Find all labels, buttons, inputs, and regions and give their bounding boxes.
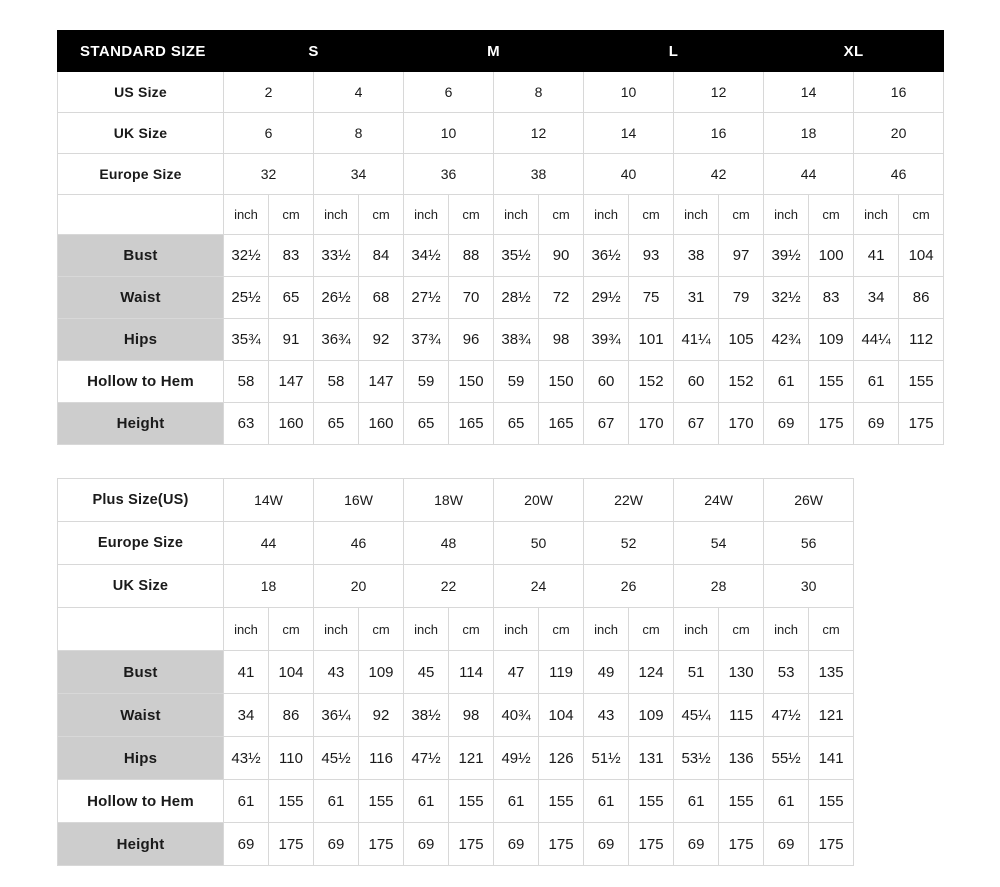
plus-size-table <box>57 478 854 866</box>
measure-cell: 69 <box>404 823 449 866</box>
measure-cell: 47½ <box>764 694 809 737</box>
measure-cell: 29½ <box>584 277 629 319</box>
us-size-value: 8 <box>494 72 584 113</box>
measure-cell: 47 <box>494 651 539 694</box>
europe-size-value: 54 <box>674 522 764 565</box>
measure-cell: 69 <box>764 823 809 866</box>
measure-cell: 105 <box>719 319 764 361</box>
units-row-label <box>58 608 224 651</box>
measure-cell: 32½ <box>764 277 809 319</box>
plus-units-row <box>58 608 854 651</box>
unit-cell: cm <box>269 608 314 651</box>
measure-cell: 43 <box>584 694 629 737</box>
measure-cell: 175 <box>809 403 854 445</box>
row-label-waist: Waist <box>58 277 224 319</box>
measure-cell: 58 <box>224 361 269 403</box>
unit-cell: cm <box>359 195 404 235</box>
measure-cell: 126 <box>539 737 584 780</box>
measure-cell: 61 <box>224 780 269 823</box>
measure-cell: 35¾ <box>224 319 269 361</box>
uk-size-value: 6 <box>224 113 314 154</box>
measure-cell: 69 <box>854 403 899 445</box>
measure-cell: 96 <box>449 319 494 361</box>
measure-cell: 63 <box>224 403 269 445</box>
measure-cell: 45½ <box>314 737 359 780</box>
measure-cell: 175 <box>449 823 494 866</box>
measure-cell: 112 <box>899 319 944 361</box>
measure-cell: 175 <box>719 823 764 866</box>
measure-cell: 31 <box>674 277 719 319</box>
measure-cell: 147 <box>269 361 314 403</box>
measure-cell: 160 <box>359 403 404 445</box>
unit-cell: inch <box>674 608 719 651</box>
table-row <box>58 565 854 608</box>
measure-cell: 155 <box>629 780 674 823</box>
measure-cell: 152 <box>629 361 674 403</box>
measure-cell: 175 <box>899 403 944 445</box>
row-label-height: Height <box>58 403 224 445</box>
measure-cell: 104 <box>539 694 584 737</box>
europe-size-value: 44 <box>224 522 314 565</box>
uk-size-value: 8 <box>314 113 404 154</box>
measure-cell: 53½ <box>674 737 719 780</box>
uk-size-value: 24 <box>494 565 584 608</box>
measure-cell: 86 <box>899 277 944 319</box>
row-label-hips: Hips <box>58 319 224 361</box>
measure-cell: 41 <box>224 651 269 694</box>
measure-cell: 37¾ <box>404 319 449 361</box>
europe-size-value: 42 <box>674 154 764 195</box>
row-label-uk-size: UK Size <box>58 565 224 608</box>
unit-cell: cm <box>629 608 674 651</box>
row-label-bust: Bust <box>58 235 224 277</box>
europe-size-value: 56 <box>764 522 854 565</box>
measure-cell: 69 <box>224 823 269 866</box>
measure-cell: 69 <box>314 823 359 866</box>
unit-cell: cm <box>539 608 584 651</box>
measure-cell: 79 <box>719 277 764 319</box>
unit-cell: cm <box>269 195 314 235</box>
us-size-value: 12 <box>674 72 764 113</box>
standard-band-title: STANDARD SIZE <box>58 31 224 72</box>
unit-cell: cm <box>449 195 494 235</box>
europe-size-value: 40 <box>584 154 674 195</box>
measure-cell: 93 <box>629 235 674 277</box>
measure-cell: 60 <box>584 361 629 403</box>
measure-cell: 36¾ <box>314 319 359 361</box>
measure-cell: 170 <box>719 403 764 445</box>
measure-cell: 43½ <box>224 737 269 780</box>
measure-cell: 61 <box>494 780 539 823</box>
plus-size-value: 14W <box>224 479 314 522</box>
unit-cell: inch <box>224 608 269 651</box>
measure-cell: 114 <box>449 651 494 694</box>
band-group-l: L <box>584 31 764 72</box>
measure-cell: 175 <box>809 823 854 866</box>
measure-cell: 58 <box>314 361 359 403</box>
measure-cell: 61 <box>674 780 719 823</box>
europe-size-value: 36 <box>404 154 494 195</box>
unit-cell: cm <box>809 608 854 651</box>
measure-cell: 155 <box>539 780 584 823</box>
measure-cell: 109 <box>359 651 404 694</box>
measure-cell: 175 <box>539 823 584 866</box>
measure-cell: 160 <box>269 403 314 445</box>
measure-cell: 155 <box>269 780 314 823</box>
measure-cell: 61 <box>764 780 809 823</box>
table-row <box>58 479 854 522</box>
measure-cell: 109 <box>809 319 854 361</box>
uk-size-value: 18 <box>224 565 314 608</box>
measure-cell: 130 <box>719 651 764 694</box>
europe-size-value: 38 <box>494 154 584 195</box>
table-row <box>58 694 854 737</box>
row-label-us-size: US Size <box>58 72 224 113</box>
europe-size-value: 32 <box>224 154 314 195</box>
measure-cell: 33½ <box>314 235 359 277</box>
unit-cell: inch <box>584 608 629 651</box>
measure-cell: 72 <box>539 277 584 319</box>
measure-cell: 135 <box>809 651 854 694</box>
unit-cell: inch <box>584 195 629 235</box>
row-label-hollow-to-hem: Hollow to Hem <box>58 780 224 823</box>
unit-cell: cm <box>539 195 584 235</box>
measure-cell: 67 <box>584 403 629 445</box>
measure-cell: 42¾ <box>764 319 809 361</box>
measure-cell: 119 <box>539 651 584 694</box>
uk-size-value: 16 <box>674 113 764 154</box>
measure-cell: 53 <box>764 651 809 694</box>
measure-cell: 67 <box>674 403 719 445</box>
europe-size-value: 46 <box>314 522 404 565</box>
measure-cell: 61 <box>854 361 899 403</box>
measure-cell: 104 <box>899 235 944 277</box>
measure-cell: 109 <box>629 694 674 737</box>
measure-cell: 61 <box>404 780 449 823</box>
measure-cell: 59 <box>404 361 449 403</box>
us-size-value: 6 <box>404 72 494 113</box>
measure-cell: 165 <box>449 403 494 445</box>
measure-cell: 170 <box>629 403 674 445</box>
unit-cell: inch <box>494 608 539 651</box>
units-row-label <box>58 195 224 235</box>
measure-cell: 104 <box>269 651 314 694</box>
measure-cell: 155 <box>899 361 944 403</box>
measure-cell: 150 <box>449 361 494 403</box>
measure-cell: 121 <box>809 694 854 737</box>
measure-cell: 69 <box>764 403 809 445</box>
measure-cell: 86 <box>269 694 314 737</box>
uk-size-value: 20 <box>314 565 404 608</box>
row-label-hollow-to-hem: Hollow to Hem <box>58 361 224 403</box>
row-label-hips: Hips <box>58 737 224 780</box>
uk-size-value: 14 <box>584 113 674 154</box>
measure-cell: 43 <box>314 651 359 694</box>
measure-cell: 150 <box>539 361 584 403</box>
measure-cell: 45 <box>404 651 449 694</box>
measure-cell: 25½ <box>224 277 269 319</box>
unit-cell: inch <box>494 195 539 235</box>
table-row <box>58 72 944 113</box>
standard-size-table <box>57 30 944 445</box>
measure-cell: 51 <box>674 651 719 694</box>
europe-size-value: 48 <box>404 522 494 565</box>
table-row <box>58 737 854 780</box>
plus-size-value: 26W <box>764 479 854 522</box>
measure-cell: 60 <box>674 361 719 403</box>
uk-size-value: 28 <box>674 565 764 608</box>
unit-cell: cm <box>359 608 404 651</box>
row-label-europe-size: Europe Size <box>58 154 224 195</box>
measure-cell: 110 <box>269 737 314 780</box>
measure-cell: 83 <box>809 277 854 319</box>
measure-cell: 61 <box>314 780 359 823</box>
measure-cell: 34 <box>224 694 269 737</box>
unit-cell: cm <box>809 195 854 235</box>
unit-cell: inch <box>674 195 719 235</box>
measure-cell: 101 <box>629 319 674 361</box>
measure-cell: 35½ <box>494 235 539 277</box>
plus-size-value: 20W <box>494 479 584 522</box>
band-group-xl: XL <box>764 31 944 72</box>
measure-cell: 27½ <box>404 277 449 319</box>
measure-cell: 92 <box>359 319 404 361</box>
measure-cell: 32½ <box>224 235 269 277</box>
measure-cell: 175 <box>359 823 404 866</box>
europe-size-value: 44 <box>764 154 854 195</box>
measure-cell: 116 <box>359 737 404 780</box>
us-size-value: 10 <box>584 72 674 113</box>
measure-cell: 131 <box>629 737 674 780</box>
table-row <box>58 403 944 445</box>
table-row <box>58 651 854 694</box>
measure-cell: 34 <box>854 277 899 319</box>
measure-cell: 40¾ <box>494 694 539 737</box>
row-label-bust: Bust <box>58 651 224 694</box>
band-group-m: M <box>404 31 584 72</box>
uk-size-value: 12 <box>494 113 584 154</box>
measure-cell: 69 <box>584 823 629 866</box>
europe-size-value: 46 <box>854 154 944 195</box>
table-row <box>58 522 854 565</box>
us-size-value: 16 <box>854 72 944 113</box>
measure-cell: 65 <box>404 403 449 445</box>
measure-cell: 39¾ <box>584 319 629 361</box>
measure-cell: 136 <box>719 737 764 780</box>
plus-size-value: 16W <box>314 479 404 522</box>
measure-cell: 84 <box>359 235 404 277</box>
measure-cell: 115 <box>719 694 764 737</box>
us-size-value: 2 <box>224 72 314 113</box>
europe-size-value: 50 <box>494 522 584 565</box>
measure-cell: 121 <box>449 737 494 780</box>
measure-cell: 41 <box>854 235 899 277</box>
us-size-value: 14 <box>764 72 854 113</box>
unit-cell: cm <box>719 608 764 651</box>
measure-cell: 75 <box>629 277 674 319</box>
europe-size-value: 52 <box>584 522 674 565</box>
measure-cell: 90 <box>539 235 584 277</box>
measure-cell: 28½ <box>494 277 539 319</box>
measure-cell: 65 <box>314 403 359 445</box>
unit-cell: inch <box>404 608 449 651</box>
table-row <box>58 361 944 403</box>
table-row <box>58 235 944 277</box>
measure-cell: 155 <box>809 780 854 823</box>
measure-cell: 65 <box>494 403 539 445</box>
plus-size-value: 22W <box>584 479 674 522</box>
unit-cell: inch <box>404 195 449 235</box>
measure-cell: 100 <box>809 235 854 277</box>
plus-size-value: 18W <box>404 479 494 522</box>
uk-size-value: 22 <box>404 565 494 608</box>
table-row <box>58 154 944 195</box>
measure-cell: 49½ <box>494 737 539 780</box>
table-row <box>58 823 854 866</box>
measure-cell: 45¼ <box>674 694 719 737</box>
measure-cell: 98 <box>539 319 584 361</box>
measure-cell: 38¾ <box>494 319 539 361</box>
measure-cell: 124 <box>629 651 674 694</box>
row-label-europe-size: Europe Size <box>58 522 224 565</box>
row-label-waist: Waist <box>58 694 224 737</box>
unit-cell: inch <box>224 195 269 235</box>
measure-cell: 34½ <box>404 235 449 277</box>
measure-cell: 38½ <box>404 694 449 737</box>
standard-band-row <box>58 31 944 72</box>
us-size-value: 4 <box>314 72 404 113</box>
uk-size-value: 26 <box>584 565 674 608</box>
row-label-height: Height <box>58 823 224 866</box>
measure-cell: 68 <box>359 277 404 319</box>
unit-cell: inch <box>854 195 899 235</box>
measure-cell: 155 <box>809 361 854 403</box>
uk-size-value: 18 <box>764 113 854 154</box>
measure-cell: 49 <box>584 651 629 694</box>
plus-size-value: 24W <box>674 479 764 522</box>
measure-cell: 59 <box>494 361 539 403</box>
uk-size-value: 10 <box>404 113 494 154</box>
standard-units-row <box>58 195 944 235</box>
measure-cell: 36¼ <box>314 694 359 737</box>
measure-cell: 92 <box>359 694 404 737</box>
measure-cell: 69 <box>674 823 719 866</box>
measure-cell: 91 <box>269 319 314 361</box>
measure-cell: 165 <box>539 403 584 445</box>
row-label-plus-size-us: Plus Size(US) <box>58 479 224 522</box>
measure-cell: 65 <box>269 277 314 319</box>
measure-cell: 147 <box>359 361 404 403</box>
measure-cell: 70 <box>449 277 494 319</box>
measure-cell: 47½ <box>404 737 449 780</box>
uk-size-value: 20 <box>854 113 944 154</box>
measure-cell: 155 <box>449 780 494 823</box>
measure-cell: 175 <box>629 823 674 866</box>
unit-cell: inch <box>764 195 809 235</box>
table-row <box>58 277 944 319</box>
unit-cell: inch <box>764 608 809 651</box>
band-group-s: S <box>224 31 404 72</box>
measure-cell: 39½ <box>764 235 809 277</box>
uk-size-value: 30 <box>764 565 854 608</box>
measure-cell: 55½ <box>764 737 809 780</box>
table-row <box>58 319 944 361</box>
unit-cell: inch <box>314 608 359 651</box>
measure-cell: 41¼ <box>674 319 719 361</box>
row-label-uk-size: UK Size <box>58 113 224 154</box>
unit-cell: cm <box>899 195 944 235</box>
measure-cell: 155 <box>719 780 764 823</box>
measure-cell: 83 <box>269 235 314 277</box>
unit-cell: cm <box>449 608 494 651</box>
measure-cell: 61 <box>584 780 629 823</box>
europe-size-value: 34 <box>314 154 404 195</box>
measure-cell: 61 <box>764 361 809 403</box>
measure-cell: 141 <box>809 737 854 780</box>
unit-cell: inch <box>314 195 359 235</box>
measure-cell: 155 <box>359 780 404 823</box>
measure-cell: 152 <box>719 361 764 403</box>
measure-cell: 38 <box>674 235 719 277</box>
measure-cell: 51½ <box>584 737 629 780</box>
table-row <box>58 113 944 154</box>
measure-cell: 175 <box>269 823 314 866</box>
measure-cell: 36½ <box>584 235 629 277</box>
unit-cell: cm <box>629 195 674 235</box>
measure-cell: 97 <box>719 235 764 277</box>
measure-cell: 88 <box>449 235 494 277</box>
measure-cell: 98 <box>449 694 494 737</box>
measure-cell: 26½ <box>314 277 359 319</box>
unit-cell: cm <box>719 195 764 235</box>
measure-cell: 69 <box>494 823 539 866</box>
table-row <box>58 780 854 823</box>
measure-cell: 44¼ <box>854 319 899 361</box>
